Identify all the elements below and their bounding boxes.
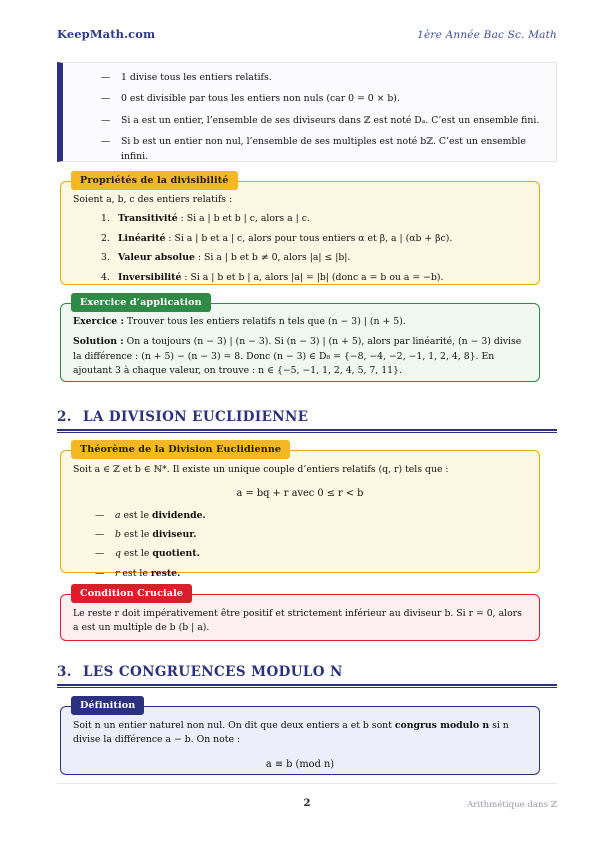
- list-item: [101, 212, 527, 226]
- congruence-formula: a ≡ b (mod n): [265, 758, 335, 770]
- exercise-box-title: Exercice d’application: [71, 293, 211, 312]
- term-symbol: r: [115, 567, 120, 579]
- term-symbol: b: [115, 528, 121, 540]
- note-text: Si b est un entier non nul, l’ensemble de ses multiples est noté bℤ. C’est un ensemble infini.: [121, 136, 526, 162]
- property-name: Linéarité: [118, 232, 166, 244]
- definition-key-term: congrus modulo n: [394, 720, 490, 731]
- section-rule-thick: [57, 684, 557, 686]
- list-item: [95, 567, 527, 581]
- section-rule-thin: [57, 687, 557, 688]
- page-footer: [57, 798, 557, 809]
- theorem-terms-list: [73, 509, 527, 582]
- term-name: diviseur.: [152, 528, 197, 540]
- term-connector: est le: [122, 567, 148, 579]
- list-item: [95, 528, 527, 542]
- definition-text: [73, 719, 527, 748]
- list-item: [101, 114, 542, 128]
- section-heading-3: [57, 664, 557, 688]
- term-symbol: q: [115, 548, 121, 560]
- property-text: Si a | b et a | c, alors pour tous entiers α et β, a | (αb + βc).: [174, 232, 453, 244]
- definition-text-part1: Soit n un entier naturel non nul. On dit que deux entiers a et b sont: [73, 720, 395, 731]
- colon: :: [165, 232, 172, 244]
- list-item: [95, 547, 527, 561]
- exercise-text: Trouver tous les entiers relatifs n tels que (n − 3) | (n + 5).: [126, 316, 406, 327]
- section-title: LES CONGRUENCES MODULO N: [83, 664, 343, 680]
- property-name: Valeur absolue: [118, 252, 195, 264]
- section-heading-3-line: [57, 664, 557, 680]
- theorem-box-title: Théorème de la Division Euclidienne: [71, 440, 290, 459]
- exercise-box: [60, 296, 540, 382]
- colon: :: [177, 213, 184, 225]
- properties-lead: Soient a, b, c des entiers relatifs :: [73, 194, 233, 205]
- divisibility-notes-body: [63, 63, 556, 161]
- term-name: reste.: [150, 567, 181, 579]
- crucial-condition-box-title: Condition Cruciale: [71, 584, 192, 603]
- exercise-box-body: [61, 304, 539, 381]
- exercise-statement: [73, 315, 527, 329]
- properties-list: [73, 212, 527, 285]
- note-text: 1 divise tous les entiers relatifs.: [121, 72, 272, 83]
- list-item: [101, 135, 542, 164]
- section-number: 2.: [57, 409, 72, 425]
- property-text: Si a | b et b ≠ 0, alors |a| ≤ |b|.: [203, 252, 351, 264]
- solution-text: On a toujours (n − 3) | (n − 3). Si (n − 3) | (n + 5), alors par linéarité, (n − 3) divise la différence : (n + 5) − (n − 3) = 8. Donc (n − 3) ∈ D₈ = {−8, −4, −2, −1, 1, 2, 4, 8}. En ajoutant 3 à chaque valeur, on trouve : n ∈ {−5, −1, 1, 2, 4, 5, 7, 11}.: [73, 336, 522, 377]
- section-rule-thick: [57, 429, 557, 431]
- note-text: Si a est un entier, l’ensemble de ses diviseurs dans ℤ est noté Dₐ. C’est un ensemble fini.: [121, 114, 540, 126]
- definition-text-part2: si n divise la différence a − b. On note :: [73, 720, 509, 746]
- term-connector: est le: [123, 548, 150, 560]
- colon: :: [194, 252, 201, 264]
- property-name: Inversibilité: [118, 271, 182, 283]
- page-header: [57, 27, 557, 41]
- crucial-condition-text: Le reste r doit impérativement être positif et strictement inférieur au diviseur b. Si r = 0, alors a est un multiple de b (b | a).: [73, 608, 522, 634]
- properties-box-title: Propriétés de la divisibilité: [71, 171, 238, 190]
- list-item: [101, 271, 527, 285]
- list-item: [101, 232, 527, 246]
- divisibility-notes-list: [79, 71, 542, 164]
- list-item: [101, 251, 527, 265]
- property-text: Si a | b et b | a, alors |a| = |b| (donc a = b ou a = −b).: [190, 271, 444, 283]
- term-symbol: a: [115, 509, 121, 521]
- divisibility-notes-box: [57, 62, 557, 162]
- theorem-box: [60, 443, 540, 579]
- term-connector: est le: [123, 528, 150, 540]
- section-rule-thin: [57, 432, 557, 433]
- list-item: [101, 71, 542, 85]
- course-label: 1ère Année Bac Sc. Math: [417, 29, 557, 41]
- solution-label: Solution :: [73, 336, 124, 348]
- term-name: dividende.: [151, 509, 206, 521]
- colon: :: [181, 271, 188, 283]
- exercise-solution: [73, 335, 527, 378]
- footer-chapter-label: Arithmétique dans ℤ: [467, 800, 557, 810]
- list-item: [101, 92, 542, 106]
- definition-box-body: [61, 707, 539, 774]
- definition-box: [60, 699, 540, 775]
- definition-box-title: Définition: [71, 696, 144, 715]
- properties-box-body: [61, 182, 539, 284]
- property-name: Transitivité: [118, 213, 178, 225]
- exercise-label: Exercice :: [73, 316, 124, 327]
- crucial-condition-box: [60, 587, 540, 641]
- site-brand: KeepMath.com: [57, 27, 156, 41]
- theorem-lead: Soit a ∈ ℤ et b ∈ ℕ*. Il existe un unique couple d’entiers relatifs (q, r) tels que :: [73, 464, 449, 475]
- term-connector: est le: [123, 509, 149, 521]
- section-heading-2: [57, 409, 557, 433]
- theorem-box-body: [61, 451, 539, 579]
- properties-box: [60, 174, 540, 285]
- term-name: quotient.: [152, 548, 200, 560]
- section-heading-2-line: [57, 409, 557, 425]
- section-title: LA DIVISION EUCLIDIENNE: [83, 409, 309, 425]
- footer-divider: [57, 783, 557, 784]
- property-text: Si a | b et b | c, alors a | c.: [186, 213, 310, 225]
- note-text: 0 est divisible par tous les entiers non nuls (car 0 = 0 × b).: [121, 93, 400, 105]
- euclidean-division-formula: a = bq + r avec 0 ≤ r < b: [236, 488, 364, 500]
- footer-page-number: 2: [303, 798, 311, 809]
- list-item: [95, 509, 527, 523]
- section-number: 3.: [57, 664, 72, 680]
